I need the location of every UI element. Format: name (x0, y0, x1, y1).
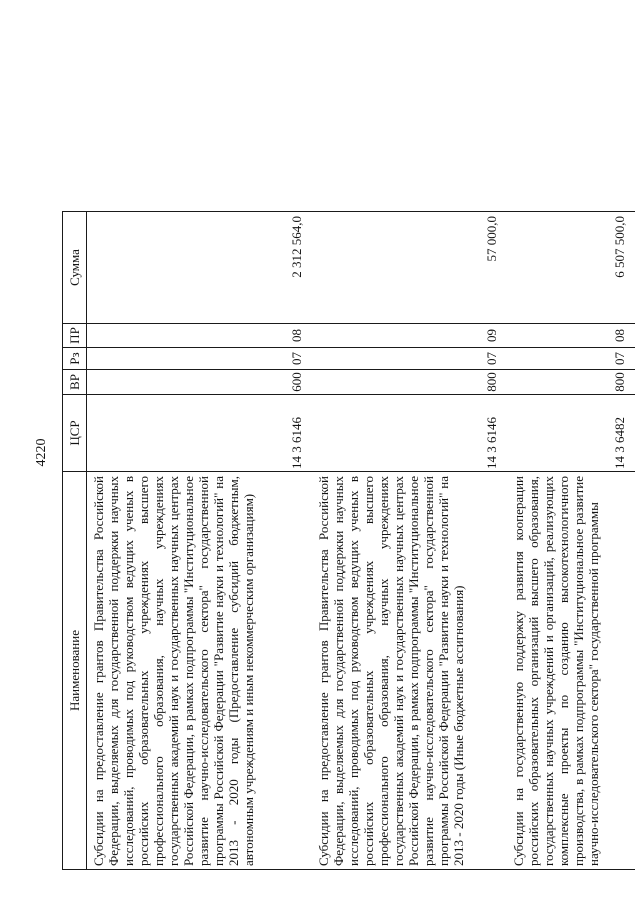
row-csr: 14 3 6146 (312, 395, 507, 472)
page-number: 4220 (34, 438, 49, 467)
table-row (312, 212, 507, 870)
header-pr: ПР (63, 324, 87, 348)
row-pr: 08 (87, 324, 313, 348)
row-csr: 14 3 6146 (87, 395, 313, 472)
table-row (507, 212, 635, 870)
row-sum: 6 507 500,0 (507, 212, 635, 324)
header-vr: ВР (63, 370, 87, 395)
row-csr: 14 3 6482 (507, 395, 635, 472)
header-name: Наименование (63, 472, 87, 870)
row-pr: 09 (312, 324, 507, 348)
row-sum: 2 312 564,0 (87, 212, 313, 324)
row-vr: 800 (312, 370, 507, 395)
row-vr: 800 (507, 370, 635, 395)
table-header-row (63, 212, 87, 870)
row-sum: 57 000,0 (312, 212, 507, 324)
table-row (87, 212, 313, 870)
header-csr: ЦСР (63, 395, 87, 472)
row-name: Субсидии на предоставление грантов Правительства Российской Федерации, выделяемых для государственной поддержки научных исследований, проводимых под руководством ведущих ученых в российских образовательных учреждениях высшего профессионального образования, научных учреждениях государственных академий наук и государственных научных центрах Российской Федерации, в рамках подпрограммы "Институциональное развитие научно-исследовательского сектора" государственной программы Российской Федерации "Развитие науки и технологий" на 2013 - 2020 годы (Предоставление субсидий бюджетным, автономным учреждениям и иным некоммерческим организациям) (87, 472, 313, 870)
row-rz: 07 (312, 348, 507, 370)
row-name: Субсидии на предоставление грантов Правительства Российской Федерации, выделяемых для государственной поддержки научных исследований, проводимых под руководством ведущих ученых в российских образовательных учреждениях высшего профессионального образования, научных учреждениях государственных академий наук и государственных научных центрах Российской Федерации, в рамках подпрограммы "Институциональное развитие научно-исследовательского сектора" государственной программы Российской Федерации "Развитие науки и технологий" на 2013 - 2020 годы (Иные бюджетные ассигнования) (312, 472, 507, 870)
row-name: Субсидии на государственную поддержку развития кооперации российских образовательных организаций высшего образования, государственных научных учреждений и организаций, реализующих комплексные проекты по созданию высокотехнологичного производства, в рамках подпрограммы "Институциональное развитие научно-исследовательского сектора" государственной программы (507, 472, 635, 870)
header-rz: Рз (63, 348, 87, 370)
row-rz: 07 (507, 348, 635, 370)
row-vr: 600 (87, 370, 313, 395)
row-pr: 08 (507, 324, 635, 348)
budget-table (62, 211, 635, 870)
header-sum: Сумма (63, 212, 87, 324)
row-rz: 07 (87, 348, 313, 370)
